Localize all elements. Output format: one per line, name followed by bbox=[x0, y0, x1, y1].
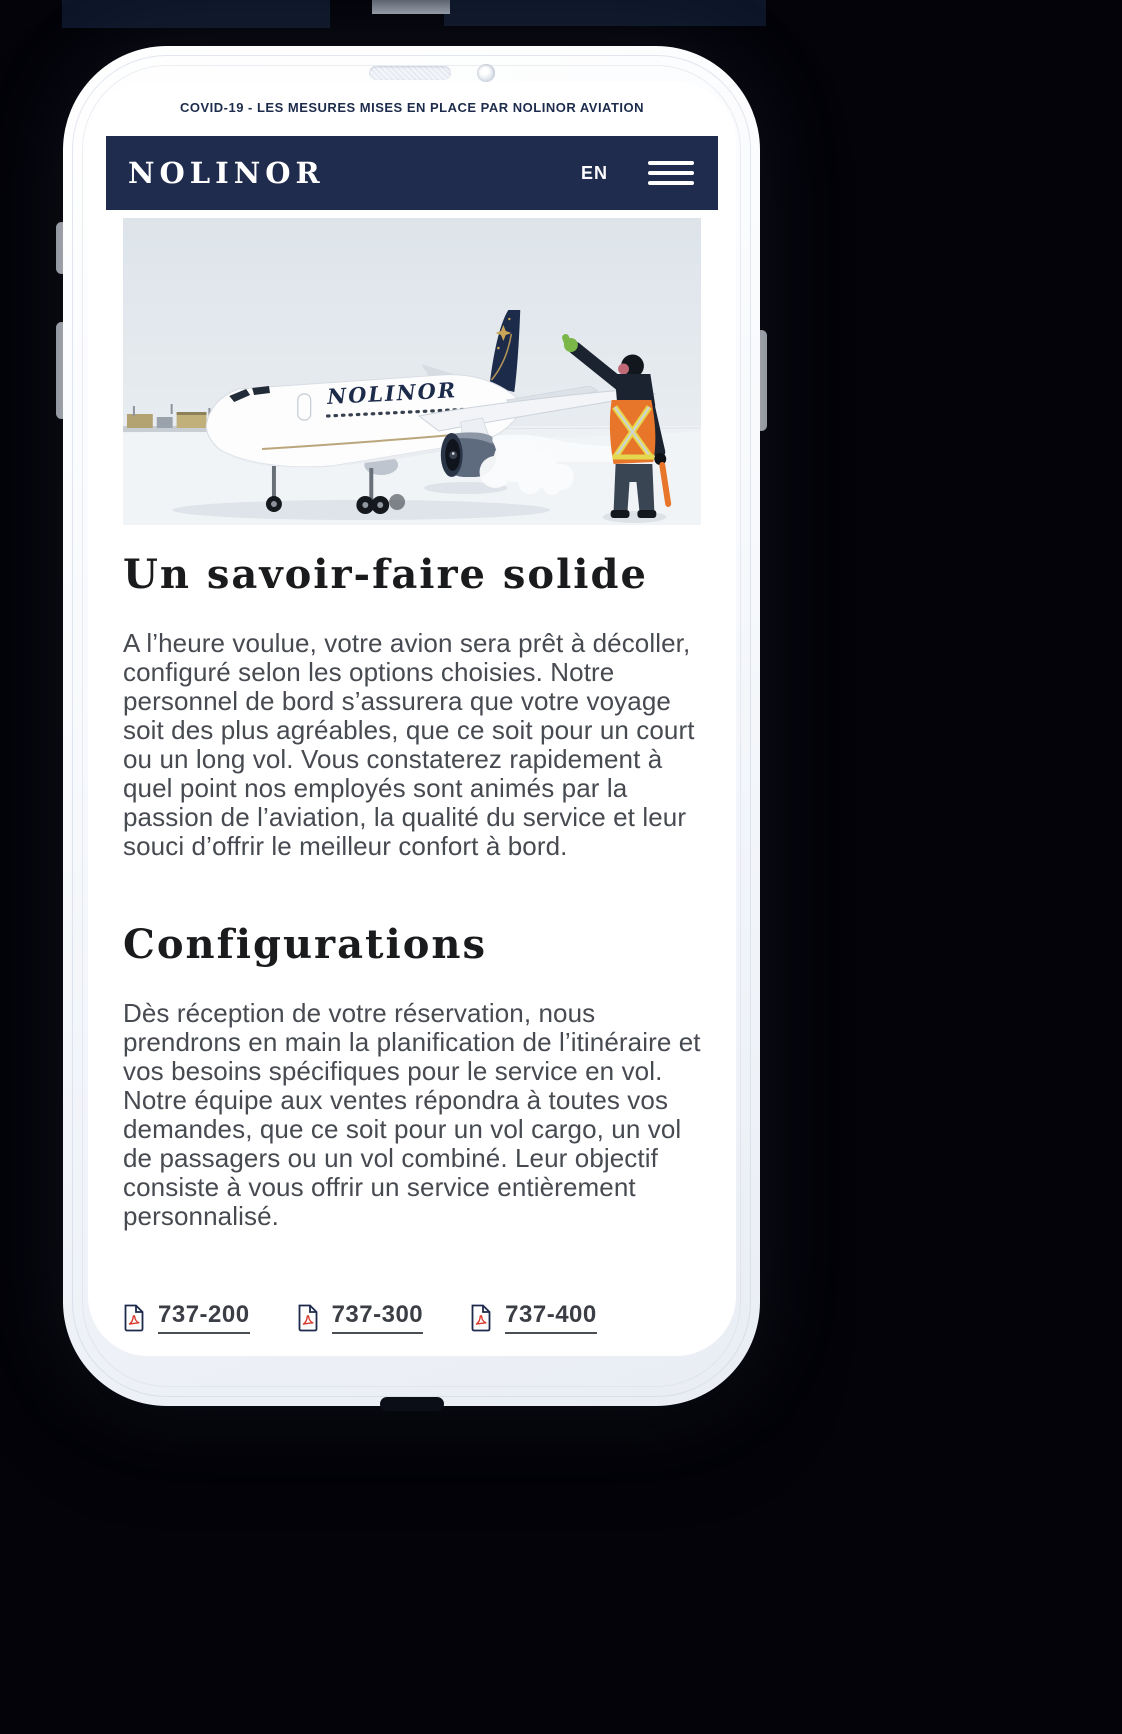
distant-buildings bbox=[123, 404, 361, 432]
phone-camera bbox=[477, 64, 495, 82]
hamburger-line bbox=[648, 171, 694, 175]
background-page-fragment bbox=[372, 0, 450, 14]
hero-illustration bbox=[123, 218, 701, 525]
pdf-link-737-400[interactable] bbox=[470, 1301, 597, 1334]
pdf-link-737-300[interactable] bbox=[297, 1301, 424, 1334]
hamburger-menu-button[interactable] bbox=[648, 161, 694, 185]
download-links bbox=[123, 1301, 701, 1334]
hamburger-line bbox=[648, 181, 694, 185]
phone-screen bbox=[88, 82, 736, 1356]
section-heading-configurations: Configurations bbox=[123, 921, 487, 968]
site-header bbox=[106, 136, 718, 210]
section-body-savoir-faire: A l’heure voulue, votre avion sera prêt à décoller, configuré selon les options choisies. Notre personnel de bord s’assurera que votre voyage soit des plus agréables, que ce soit pour un court ou un long vol. Vous constaterez rapidement à quel point nos employés sont animés par la passion de l’aviation, la qualité du service et leur souci d’offrir le meilleur confort à bord. bbox=[123, 628, 695, 861]
background-page-fragment bbox=[62, 0, 330, 28]
pdf-link-label: 737-400 bbox=[505, 1301, 597, 1334]
phone-mockup bbox=[63, 46, 760, 1406]
aircraft-title: NOLINOR bbox=[326, 377, 458, 410]
pdf-link-label: 737-200 bbox=[158, 1301, 250, 1334]
nolinor-logo[interactable]: NOLINOR bbox=[128, 156, 325, 190]
pdf-file-icon bbox=[123, 1303, 145, 1333]
pdf-file-icon bbox=[470, 1303, 492, 1333]
header-actions bbox=[581, 161, 694, 185]
language-toggle-en[interactable]: EN bbox=[580, 162, 608, 183]
ground-crew-worker bbox=[561, 333, 668, 523]
pdf-link-label: 737-300 bbox=[332, 1301, 424, 1334]
section-heading-savoir-faire: Un savoir-faire solide bbox=[123, 551, 648, 598]
hamburger-line bbox=[648, 161, 694, 165]
section-body-configurations: Dès réception de votre réservation, nous prendrons en main la planification de l’itinéraire et vos besoins spécifiques pour le service en vol. Notre équipe aux ventes répondra à toutes vos demandes, que ce soit pour un vol cargo, un vol de passagers ou un vol combiné. Leur objectif consiste à vous offrir un service entièrement personnalisé. bbox=[123, 998, 701, 1231]
pdf-file-icon bbox=[297, 1303, 319, 1333]
pdf-link-737-200[interactable] bbox=[123, 1301, 250, 1334]
background-page-fragment bbox=[444, 0, 766, 26]
covid-notice-banner[interactable]: COVID-19 - LES MESURES MISES EN PLACE PAR NOLINOR AVIATION bbox=[179, 100, 645, 115]
phone-speaker bbox=[369, 66, 451, 80]
phone-port bbox=[380, 1397, 444, 1411]
hero-image bbox=[123, 218, 701, 525]
